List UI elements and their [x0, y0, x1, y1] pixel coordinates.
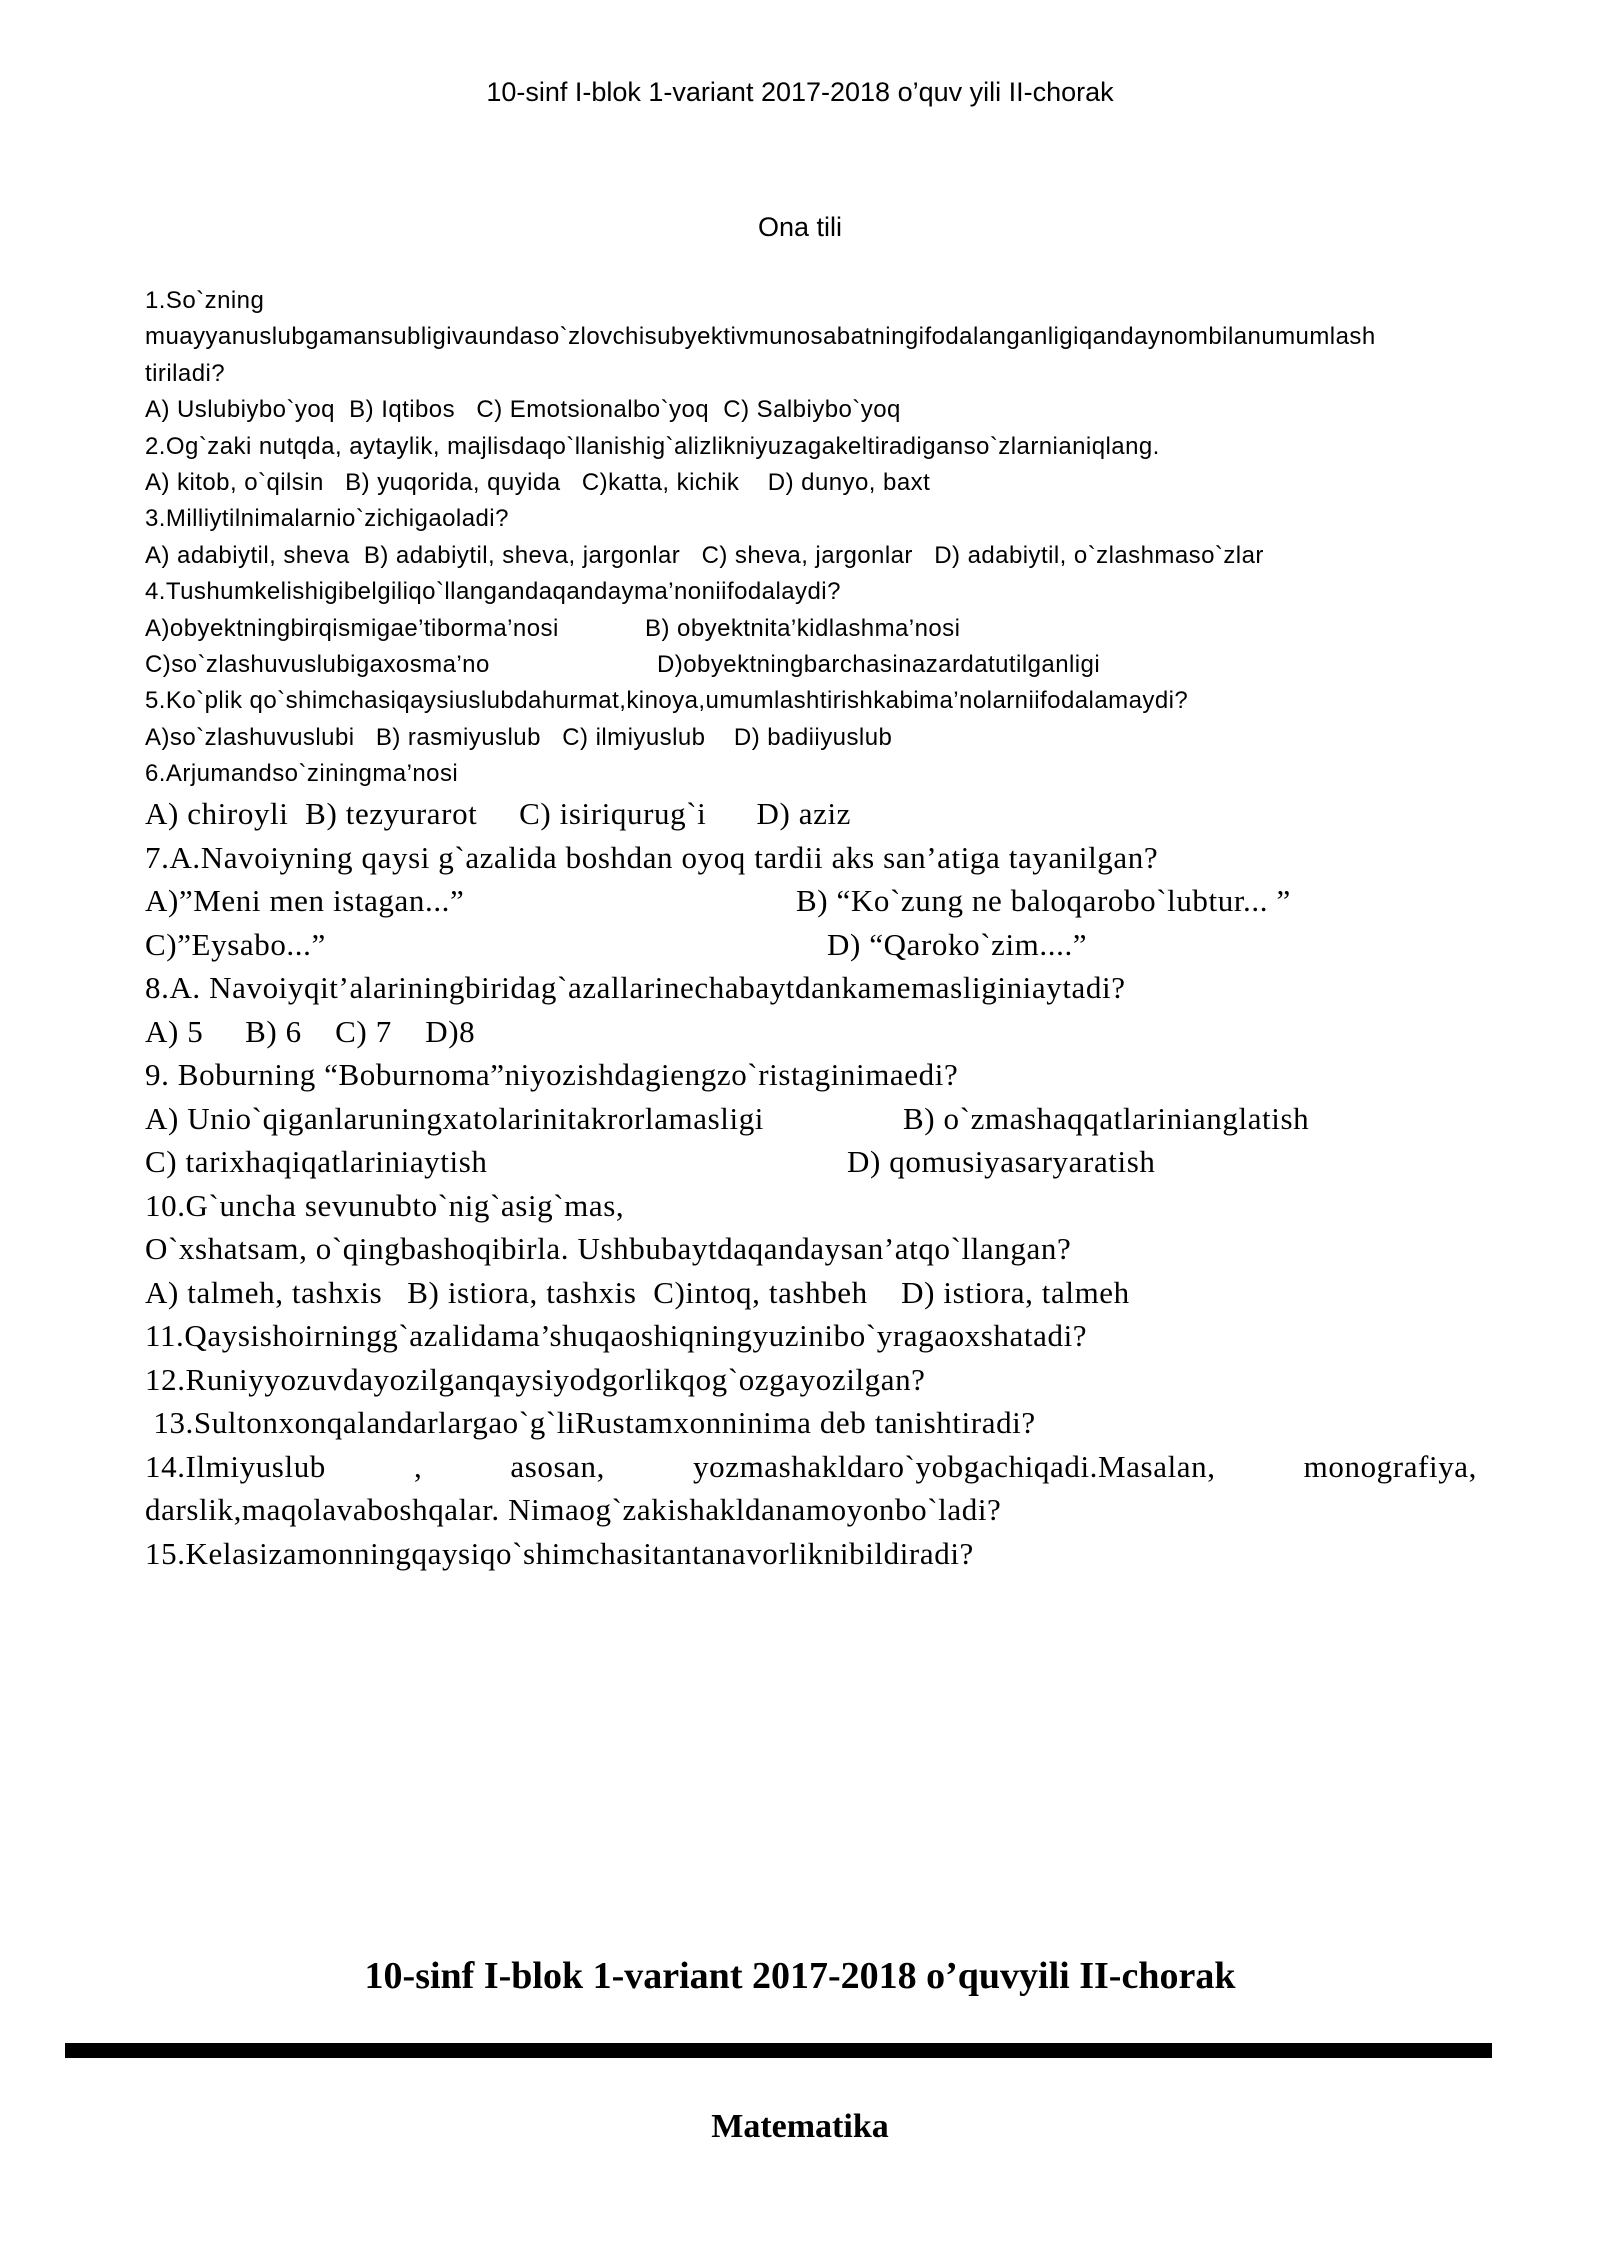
text-line-left: A)obyektningbirqismigae’tiborma’nosi: [145, 614, 559, 642]
text-line-left: C)”Eysabo...”: [145, 926, 326, 962]
section-title-matematika: Matematika: [711, 2108, 889, 2145]
text-line-left: A) kitob, o`qilsin B) yuqorida, quyida C)katta, kichik D) dunyo, baxt: [145, 468, 931, 496]
text-line: [145, 538, 1477, 574]
text-line: [145, 1097, 1477, 1141]
text-line: [145, 966, 1477, 1010]
text-line: [145, 1401, 1477, 1445]
text-line-left: 7.A.Navoiyning qaysi g`azalida boshdan oyoq tardii aks san’atiga tayanilgan?: [145, 839, 1159, 875]
text-line: [145, 574, 1477, 610]
text-line-left: 13.Sultonxonqalandarlargao`g`liRustamxonninima deb tanishtiradi?: [145, 1405, 1036, 1441]
text-line-left: 2.Og`zaki nutqda, aytaylik, majlisdaqo`llanishig`alizlikniyuzagakeltiradiganso`zlarnianiqlang.: [145, 432, 1160, 460]
text-line-right: B) “Ko`zung ne baloqarobo`lubtur... ”: [796, 883, 1291, 919]
text-line-left: 14.Ilmiyuslub , asosan, yozmashakldaro`yobgachiqadi.Masalan, monografiya,: [145, 1448, 1477, 1484]
text-line-right: D) “Qaroko`zim....”: [827, 926, 1088, 962]
text-line-left: 11.Qaysishoirningg`azalidama’shuqaoshiqningyuzinibo`yragaoxshatadi?: [145, 1318, 1088, 1354]
text-line-left: 9. Boburning “Boburnoma”niyozishdagiengzo`ristaginimaedi?: [145, 1057, 959, 1093]
text-line: [145, 392, 1477, 428]
text-line: [145, 879, 1477, 923]
text-line-left: 4.Tushumkelishigibelgiliqo`llangandaqandayma’noniifodalaydi?: [145, 578, 841, 606]
text-line: [145, 1227, 1477, 1271]
text-line: [145, 720, 1477, 756]
text-line: [145, 1271, 1477, 1315]
text-line-right: D) qomusiyasaryaratish: [847, 1144, 1156, 1180]
questions-block-serif: [145, 792, 1477, 1575]
text-line: [145, 923, 1477, 967]
text-line-left: 6.Arjumandso`ziningma’nosi: [145, 760, 459, 788]
questions-block-sans: [145, 283, 1477, 792]
text-line-left: A) chiroyli B) tezyurarot C) isiriqurug`i D) aziz: [145, 796, 852, 832]
text-line-left: 5.Ko`plik qo`shimchasiqaysiuslubdahurmat,kinoya,umumlashtirishkabima’nolarniifodalamaydi?: [145, 687, 1189, 715]
text-line-left: C)so`zlashuvuslubigaxosma’no: [145, 650, 490, 678]
text-line-left: 1.So`zning: [145, 287, 265, 314]
text-line-left: A)so`zlashuvuslubi B) rasmiyuslub C) ilmiyuslub D) badiiyuslub: [145, 723, 893, 751]
text-line-left: 12.Runiyyozuvdayozilganqaysiyodgorlikqog`ozgayozilgan?: [145, 1361, 926, 1397]
text-line: [145, 792, 1477, 836]
section-title-ona-tili: Ona tili: [757, 212, 843, 242]
text-line: [145, 1358, 1477, 1402]
text-line-left: 10.G`uncha sevunubto`nig`asig`mas,: [145, 1187, 625, 1223]
text-line: [145, 1184, 1477, 1228]
text-line: [145, 283, 1477, 319]
text-line: [145, 1532, 1477, 1576]
text-line: [145, 1488, 1477, 1532]
page-header-title: 10-sinf I-blok 1-variant 2017-2018 o’quv yili II-chorak: [486, 77, 1114, 107]
text-line: [145, 683, 1477, 719]
text-line-left: A) adabiytil, sheva B) adabiytil, sheva, jargonlar C) sheva, jargonlar D) adabiytil, o`zlashmaso`zlar: [145, 541, 1264, 569]
text-line-right: B) o`zmashaqqatlarinianglatish: [903, 1100, 1310, 1136]
text-line-left: A) Unio`qiganlaruningxatolarinitakrorlamasligi: [145, 1100, 765, 1136]
text-line: [145, 501, 1477, 537]
text-line: [145, 836, 1477, 880]
questions-content: [145, 283, 1477, 1575]
text-line-left: O`xshatsam, o`qingbashoqibirla. Ushbubaytdaqandaysan’atqo`llangan?: [145, 1231, 1072, 1267]
text-line: [145, 647, 1477, 683]
text-line-left: A) 5 B) 6 C) 7 D)8: [145, 1013, 476, 1049]
text-line-right: D)obyektningbarchasinazardatutilganligi: [657, 650, 1101, 678]
text-line-left: 8.A. Navoiyqit’alariningbiridag`azallarinechabaytdankamemasliginiaytadi?: [145, 970, 1126, 1006]
horizontal-divider-bar: [65, 2043, 1492, 2058]
text-line-left: A) talmeh, tashxis B) istiora, tashxis C)intoq, tashbeh D) istiora, talmeh: [145, 1274, 1130, 1310]
text-line-left: A)”Meni men istagan...”: [145, 883, 465, 919]
text-line-left: C) tarixhaqiqatlariniaytish: [145, 1144, 488, 1180]
text-line: [145, 429, 1477, 465]
text-line: [145, 611, 1477, 647]
text-line-left: 3.Milliytilnimalarnio`zichigaoladi?: [145, 505, 509, 533]
text-line-left: A) Uslubiybo`yoq B) Iqtibos C) Emotsionalbo`yoq C) Salbiybo`yoq: [145, 396, 901, 424]
text-line: [145, 1445, 1477, 1489]
text-line-left: 15.Kelasizamonningqaysiqo`shimchasitantanavorliknibildiradi?: [145, 1535, 974, 1571]
text-line: [145, 319, 1477, 355]
text-line: [145, 1010, 1477, 1054]
text-line: [145, 1314, 1477, 1358]
text-line: [145, 356, 1477, 392]
text-line: [145, 465, 1477, 501]
footer-section-title: 10-sinf I-blok 1-variant 2017-2018 o’quvyili II-chorak: [364, 1955, 1236, 1997]
text-line: [145, 1053, 1477, 1097]
text-line: [145, 1140, 1477, 1184]
text-line-right: B) obyektnita’kidlashma’nosi: [645, 614, 961, 642]
text-line-left: muayyanuslubgamansubligivaundaso`zlovchisubyektivmunosabatningifodalanganligiqandaynombilanumumlash: [145, 323, 1376, 351]
text-line: [145, 756, 1477, 792]
text-line-left: tiriladi?: [145, 359, 226, 387]
text-line-left: darslik,maqolavaboshqalar. Nimaog`zakishakldanamoyonbo`ladi?: [145, 1492, 1002, 1528]
